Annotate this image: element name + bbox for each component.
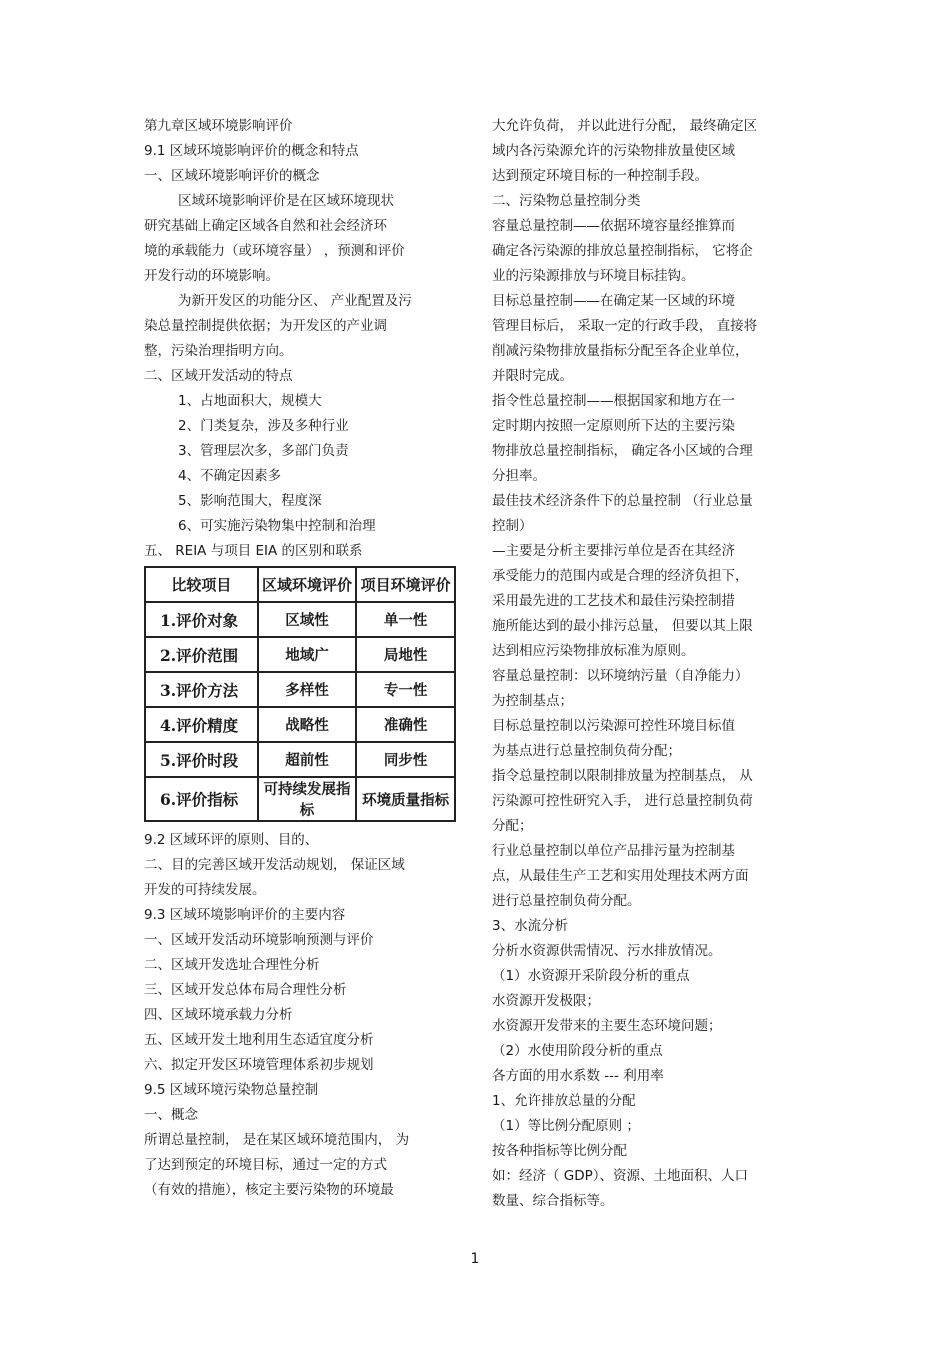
table-cell: 同步性 — [356, 742, 455, 777]
text-line: （1）等比例分配原则 ； — [492, 1118, 640, 1134]
table-cell: 超前性 — [258, 742, 357, 777]
text-line: 六、拟定开发区环境管理体系初步规划 — [144, 1057, 374, 1073]
text-line: 1、占地面积大，规模大 — [178, 393, 322, 409]
left-text-block-bottom — [144, 828, 474, 1203]
text-line: 按各种指标等比例分配 — [492, 1143, 627, 1159]
text-line: 为控制基点； — [492, 693, 573, 709]
text-line: 9.3 区域环境影响评价的主要内容 — [144, 907, 346, 923]
text-line: 如：经济（ GDP）、资源、土地面积、人口 — [492, 1168, 749, 1184]
text-line: 物排放总量控制指标， 确定各小区域的合理 — [492, 443, 753, 459]
left-text-block-top — [144, 114, 474, 564]
text-line: 一、区域环境影响评价的概念 — [144, 168, 320, 184]
table-cell: 可持续发展指标 — [258, 777, 357, 821]
text-line: 水资源开发带来的主要生态环境问题； — [492, 1018, 722, 1034]
right-text-block — [492, 114, 822, 1214]
text-line: 确定各污染源的排放总量控制指标， 它将企 — [492, 243, 753, 259]
text-line: （2）水使用阶段分析的重点 — [492, 1043, 663, 1059]
text-line: 目标总量控制——在确定某一区域的环境 — [492, 293, 735, 309]
table-header-row — [145, 567, 455, 602]
text-line: 业的污染源排放与环境目标挂钩。 — [492, 268, 695, 284]
text-line: 开发的可持续发展。 — [144, 882, 266, 898]
text-line: 并限时完成。 — [492, 368, 573, 384]
text-line: （1）水资源开采阶段分析的重点 — [492, 968, 690, 984]
text-line: 3、管理层次多，多部门负责 — [178, 443, 349, 459]
table-cell: 5.评价时段 — [145, 742, 258, 777]
text-line: 二、污染物总量控制分类 — [492, 193, 641, 209]
text-line: 为新开发区的功能分区、 产业配置及污 — [178, 293, 412, 309]
table-cell: 地域广 — [258, 637, 357, 672]
text-line: 定时期内按照一定原则所下达的主要污染 — [492, 418, 735, 434]
page-number: 1 — [470, 1251, 480, 1267]
text-line: 指令总量控制以限制排放量为控制基点， 从 — [492, 768, 753, 784]
table-header-cell: 比较项目 — [145, 567, 258, 602]
text-line: 水资源开发极限； — [492, 993, 600, 1009]
left-column — [144, 114, 474, 1203]
text-line: 分析水资源供需情况、污水排放情况。 — [492, 943, 722, 959]
text-line: 大允许负荷， 并以此进行分配， 最终确定区 — [492, 118, 758, 134]
text-line: 点，从最佳生产工艺和实用处理技术两方面 — [492, 868, 749, 884]
text-line: 二、区域开发活动的特点 — [144, 368, 293, 384]
table-row — [145, 637, 455, 672]
text-line: 区域环境影响评价是在区域环境现状 — [178, 193, 394, 209]
text-line: 分担率。 — [492, 468, 546, 484]
right-column — [492, 114, 822, 1214]
text-line: 二、目的完善区域开发活动规划， 保证区域 — [144, 857, 405, 873]
text-line: —主要是分析主要排污单位是否在其经济 — [492, 543, 735, 559]
table-cell: 局地性 — [356, 637, 455, 672]
text-line: 9.2 区域环评的原则、目的、 — [144, 832, 319, 848]
text-line: 行业总量控制以单位产品排污量为控制基 — [492, 843, 735, 859]
table-row — [145, 777, 455, 821]
text-line: 染总量控制提供依据；为开发区的产业调 — [144, 318, 387, 334]
text-line: 所谓总量控制， 是在某区域环境范围内， 为 — [144, 1132, 410, 1148]
table-cell: 3.评价方法 — [145, 672, 258, 707]
text-line: 域内各污染源允许的污染物排放量使区域 — [492, 143, 735, 159]
text-line: 承受能力的范围内或是合理的经济负担下， — [492, 568, 749, 584]
text-line: 控制） — [492, 518, 533, 534]
text-line: 管理目标后， 采取一定的行政手段， 直接将 — [492, 318, 758, 334]
table-header-cell: 项目环境评价 — [356, 567, 455, 602]
table-header-cell: 区域环境评价 — [258, 567, 357, 602]
text-line: 开发行动的环境影响。 — [144, 268, 279, 284]
table-row — [145, 602, 455, 637]
table-cell: 专一性 — [356, 672, 455, 707]
text-line: 各方面的用水系数 --- 利用率 — [492, 1068, 664, 1084]
text-line: 施所能达到的最小排污总量， 但要以其上限 — [492, 618, 753, 634]
text-line: 9.1 区域环境影响评价的概念和特点 — [144, 143, 359, 159]
text-line: 四、区域环境承载力分析 — [144, 1007, 293, 1023]
text-line: 污染源可控性研究入手， 进行总量控制负荷 — [492, 793, 753, 809]
text-line: 3、水流分析 — [492, 918, 569, 934]
table-cell: 2.评价范围 — [145, 637, 258, 672]
text-line: 最佳技术经济条件下的总量控制 （行业总量 — [492, 493, 753, 509]
table-cell: 4.评价精度 — [145, 707, 258, 742]
comparison-table-wrapper — [144, 566, 474, 822]
text-line: 采用最先进的工艺技术和最佳污染控制措 — [492, 593, 735, 609]
text-line: 2、门类复杂，涉及多种行业 — [178, 418, 349, 434]
text-line: 整，污染治理指明方向。 — [144, 343, 293, 359]
text-line: 分配； — [492, 818, 533, 834]
text-line: 容量总量控制——依据环境容量经推算而 — [492, 218, 735, 234]
text-line: 五、区域开发土地利用生态适宜度分析 — [144, 1032, 374, 1048]
text-line: 境的承载能力（或环境容量） ，预测和评价 — [144, 243, 405, 259]
table-row — [145, 707, 455, 742]
table-cell: 战略性 — [258, 707, 357, 742]
text-line: （有效的措施），核定主要污染物的环境最 — [144, 1182, 394, 1198]
table-cell: 1.评价对象 — [145, 602, 258, 637]
table-cell: 环境质量指标 — [356, 777, 455, 821]
text-line: 一、区域开发活动环境影响预测与评价 — [144, 932, 374, 948]
text-line: 数量、综合指标等。 — [492, 1193, 614, 1209]
table-row — [145, 672, 455, 707]
table-cell: 准确性 — [356, 707, 455, 742]
reia-eia-comparison-table — [144, 566, 456, 822]
table-row — [145, 742, 455, 777]
text-line: 了达到预定的环境目标，通过一定的方式 — [144, 1157, 387, 1173]
text-line: 进行总量控制负荷分配。 — [492, 893, 641, 909]
table-cell: 单一性 — [356, 602, 455, 637]
text-line: 达到预定环境目标的一种控制手段。 — [492, 168, 708, 184]
text-line: 1、允许排放总量的分配 — [492, 1093, 636, 1109]
text-line: 削减污染物排放量指标分配至各企业单位， — [492, 343, 749, 359]
text-line: 五、 REIA 与项目 EIA 的区别和联系 — [144, 543, 363, 559]
text-line: 6、可实施污染物集中控制和治理 — [178, 518, 376, 534]
table-cell: 6.评价指标 — [145, 777, 258, 821]
text-line: 目标总量控制以污染源可控性环境目标值 — [492, 718, 735, 734]
text-line: 二、区域开发选址合理性分析 — [144, 957, 320, 973]
text-line: 容量总量控制：以环境纳污量（自净能力） — [492, 668, 749, 684]
text-line: 5、影响范围大，程度深 — [178, 493, 322, 509]
table-cell: 多样性 — [258, 672, 357, 707]
text-line: 达到相应污染物排放标准为原则。 — [492, 643, 695, 659]
text-line: 第九章区域环境影响评价 — [144, 118, 293, 134]
text-line: 三、区域开发总体布局合理性分析 — [144, 982, 347, 998]
text-line: 一、概念 — [144, 1107, 198, 1123]
text-line: 指令性总量控制——根据国家和地方在一 — [492, 393, 735, 409]
text-line: 为基点进行总量控制负荷分配； — [492, 743, 681, 759]
text-line: 9.5 区域环境污染物总量控制 — [144, 1082, 319, 1098]
text-line: 4、不确定因素多 — [178, 468, 282, 484]
table-cell: 区域性 — [258, 602, 357, 637]
text-line: 研究基础上确定区域各自然和社会经济环 — [144, 218, 387, 234]
